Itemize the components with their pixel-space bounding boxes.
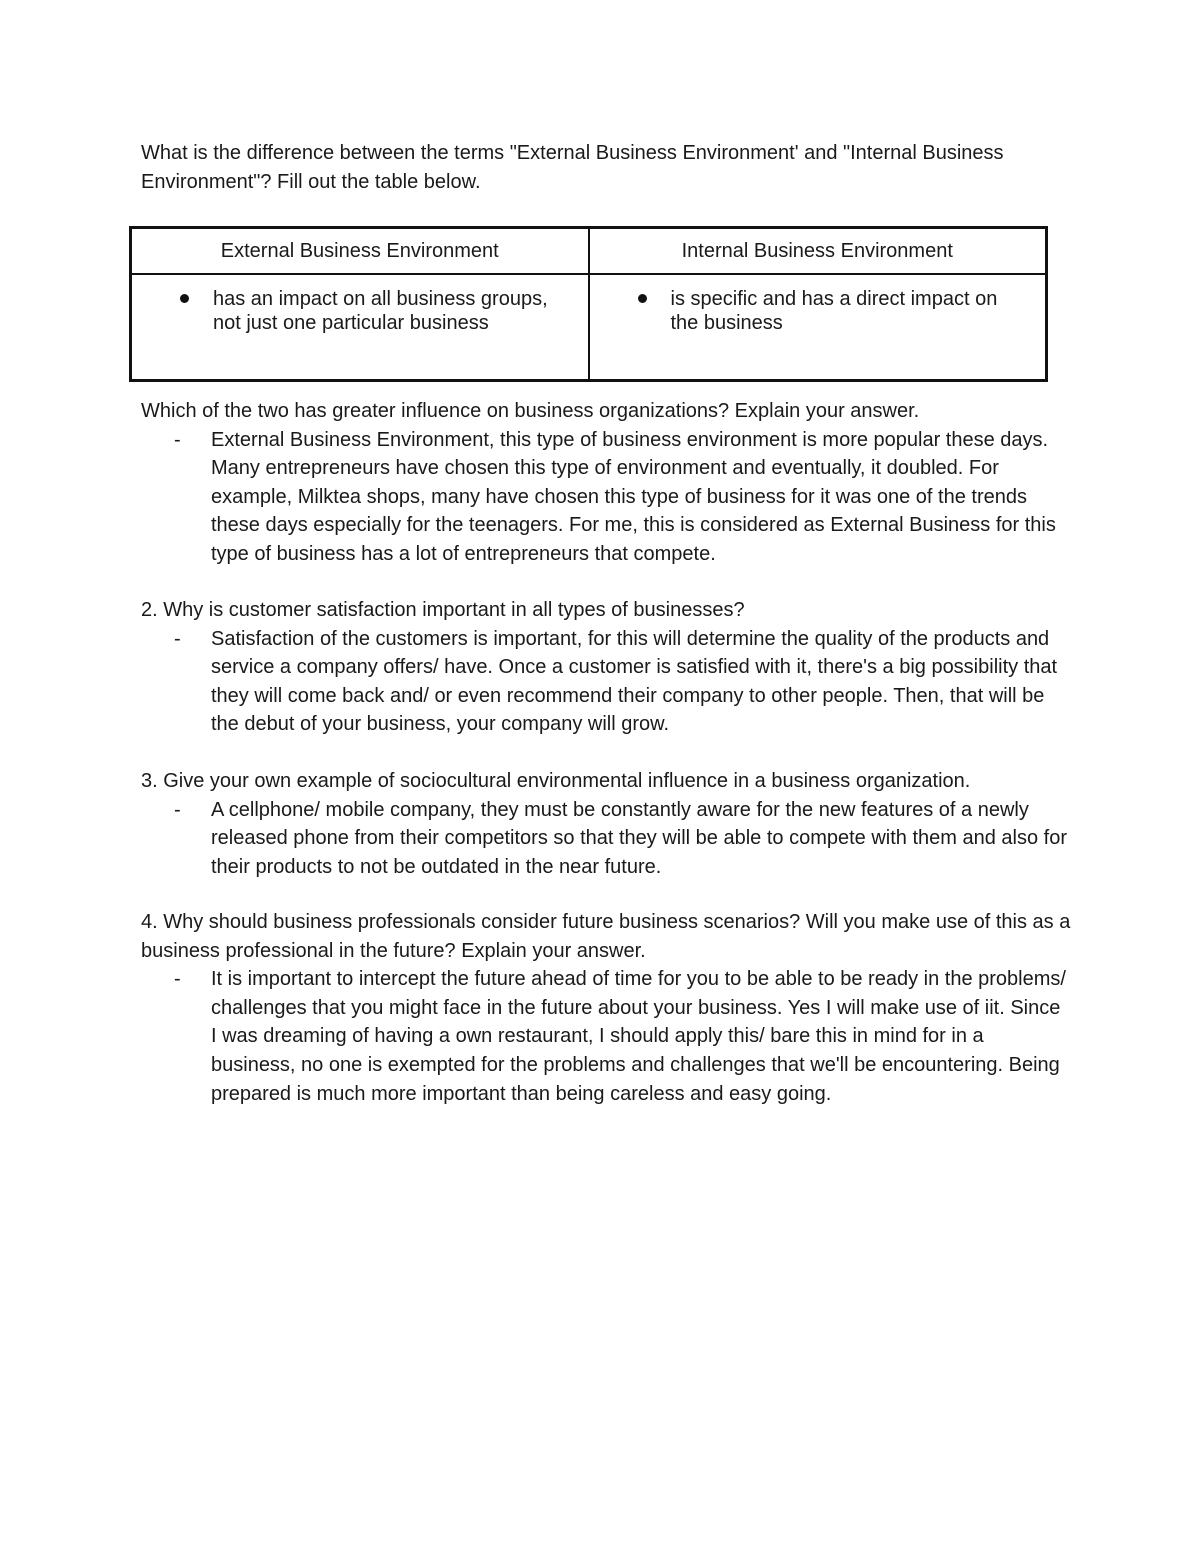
question-block-2 [141,596,1071,739]
table-cell-external [131,274,589,381]
answer-item [141,426,1071,569]
dash-marker: - [174,798,181,821]
dash-marker: - [174,968,181,991]
answer-item [141,625,1071,739]
question-text: 3. Give your own example of sociocultural environmental influence in a business organization. [141,770,971,792]
answer-text: A cellphone/ mobile company, they must be constantly aware for the new features of a newly released phone from their competitors so that they will be able to compete with them and also for their products to not be outdated in the near future. [211,798,1068,878]
table-header-row [131,228,1047,275]
bullet-item: is specific and has a direct impact on the business [634,287,1026,335]
question-block-4 [141,908,1071,1108]
intro-text: What is the difference between the terms "External Business Environment' and "Internal Business Environment"? Fill out the table below. [141,142,1004,193]
answer-text: Satisfaction of the customers is important, for this will determine the quality of the products and service a company offers/ have. Once a customer is satisfied with it, there's a big possibility that they will come back and/ or even recommend their company to other people. Then, that will be the debut of your business, your company will grow. [211,627,1058,736]
answer-item [141,965,1071,1108]
table-header-external: External Business Environment [131,228,589,275]
dash-marker: - [174,428,181,451]
table-row [131,274,1047,381]
question-block-1 [141,397,1071,569]
answer-item [141,796,1071,882]
question-text: 2. Why is customer satisfaction important in all types of businesses? [141,599,745,621]
question-text: 4. Why should business professionals consider future business scenarios? Will you make use of this as a business professional in the future? Explain your answer. [141,911,1071,962]
question-text: Which of the two has greater influence on business organizations? Explain your answer. [141,400,920,422]
answer-text: It is important to intercept the future ahead of time for you to be able to be ready in the problems/ challenges that you might face in the future about your business. Yes I will make use of iit. Since I was dreaming of having a own restaurant, I should apply this/ bare this in mind for in a business, no one is exempted for the problems and challenges that we'll be encountering. Being prepared is much more important than being careless and easy going. [211,968,1066,1105]
dash-marker: - [174,627,181,650]
answer-text: External Business Environment, this type of business environment is more popular these days. Many entrepreneurs have chosen this type of environment and eventually, it doubled. For example, Milktea shops, many have chosen this type of business for it was one of the trends these days especially for the teenagers. For me, this is considered as External Business for this type of business has a lot of entrepreneurs that compete. [211,428,1056,565]
table-cell-internal [589,274,1047,381]
comparison-table [129,226,1048,382]
table-header-internal: Internal Business Environment [589,228,1047,275]
bullet-item: has an impact on all business groups, not just one particular business [176,287,568,335]
question-block-3 [141,767,1071,881]
